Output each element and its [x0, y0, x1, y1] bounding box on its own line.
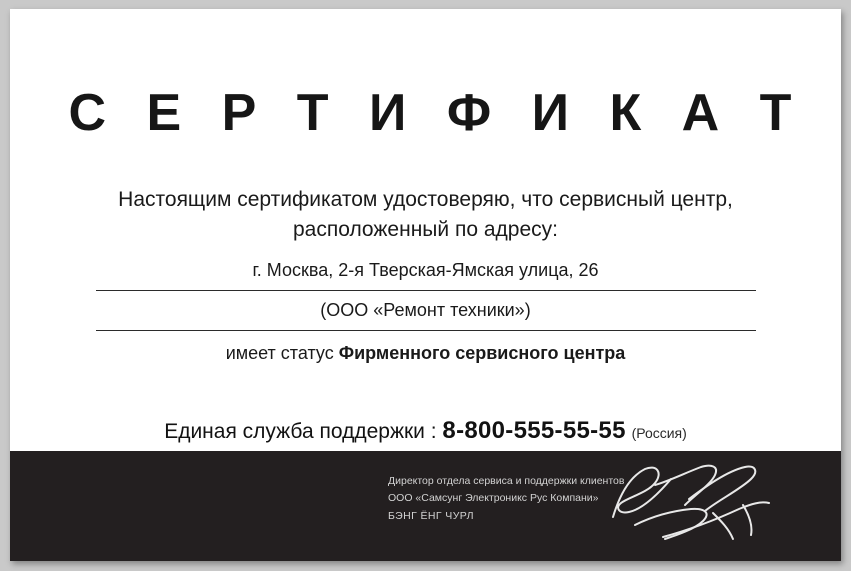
company-field: (ООО «Ремонт техники»)	[96, 300, 756, 331]
support-phone: 8-800-555-55-55	[442, 416, 626, 444]
status-value: Фирменного сервисного центра	[338, 342, 626, 363]
certificate-title: С Е Р Т И Ф И К А Т	[68, 84, 805, 142]
signer-title: Директор отдела сервиса и поддержки клиентов	[388, 475, 625, 487]
signer-block	[388, 473, 624, 525]
certificate-intro	[10, 185, 841, 246]
certificate-body	[10, 9, 841, 451]
signer-company: ООО «Самсунг Электроникс Рус Компани»	[388, 492, 599, 505]
support-line	[10, 417, 841, 445]
intro-line-2: расположенный по адресу:	[293, 218, 558, 242]
certificate-fields	[96, 260, 756, 373]
signature-icon	[593, 459, 783, 551]
status-prefix: имеет статус	[225, 342, 339, 363]
support-country: (Россия)	[631, 424, 687, 441]
signer-name: БЭНГ ЁНГ ЧУРЛ	[388, 509, 474, 522]
certificate-footer	[10, 451, 841, 561]
intro-line-1: Настоящим сертификатом удостоверяю, что сервисный центр,	[118, 188, 733, 211]
address-field: г. Москва, 2-я Тверская-Ямская улица, 26	[96, 260, 756, 291]
certificate-card	[10, 9, 841, 561]
support-label: Единая служба поддержки :	[164, 419, 443, 443]
status-field	[96, 340, 756, 373]
